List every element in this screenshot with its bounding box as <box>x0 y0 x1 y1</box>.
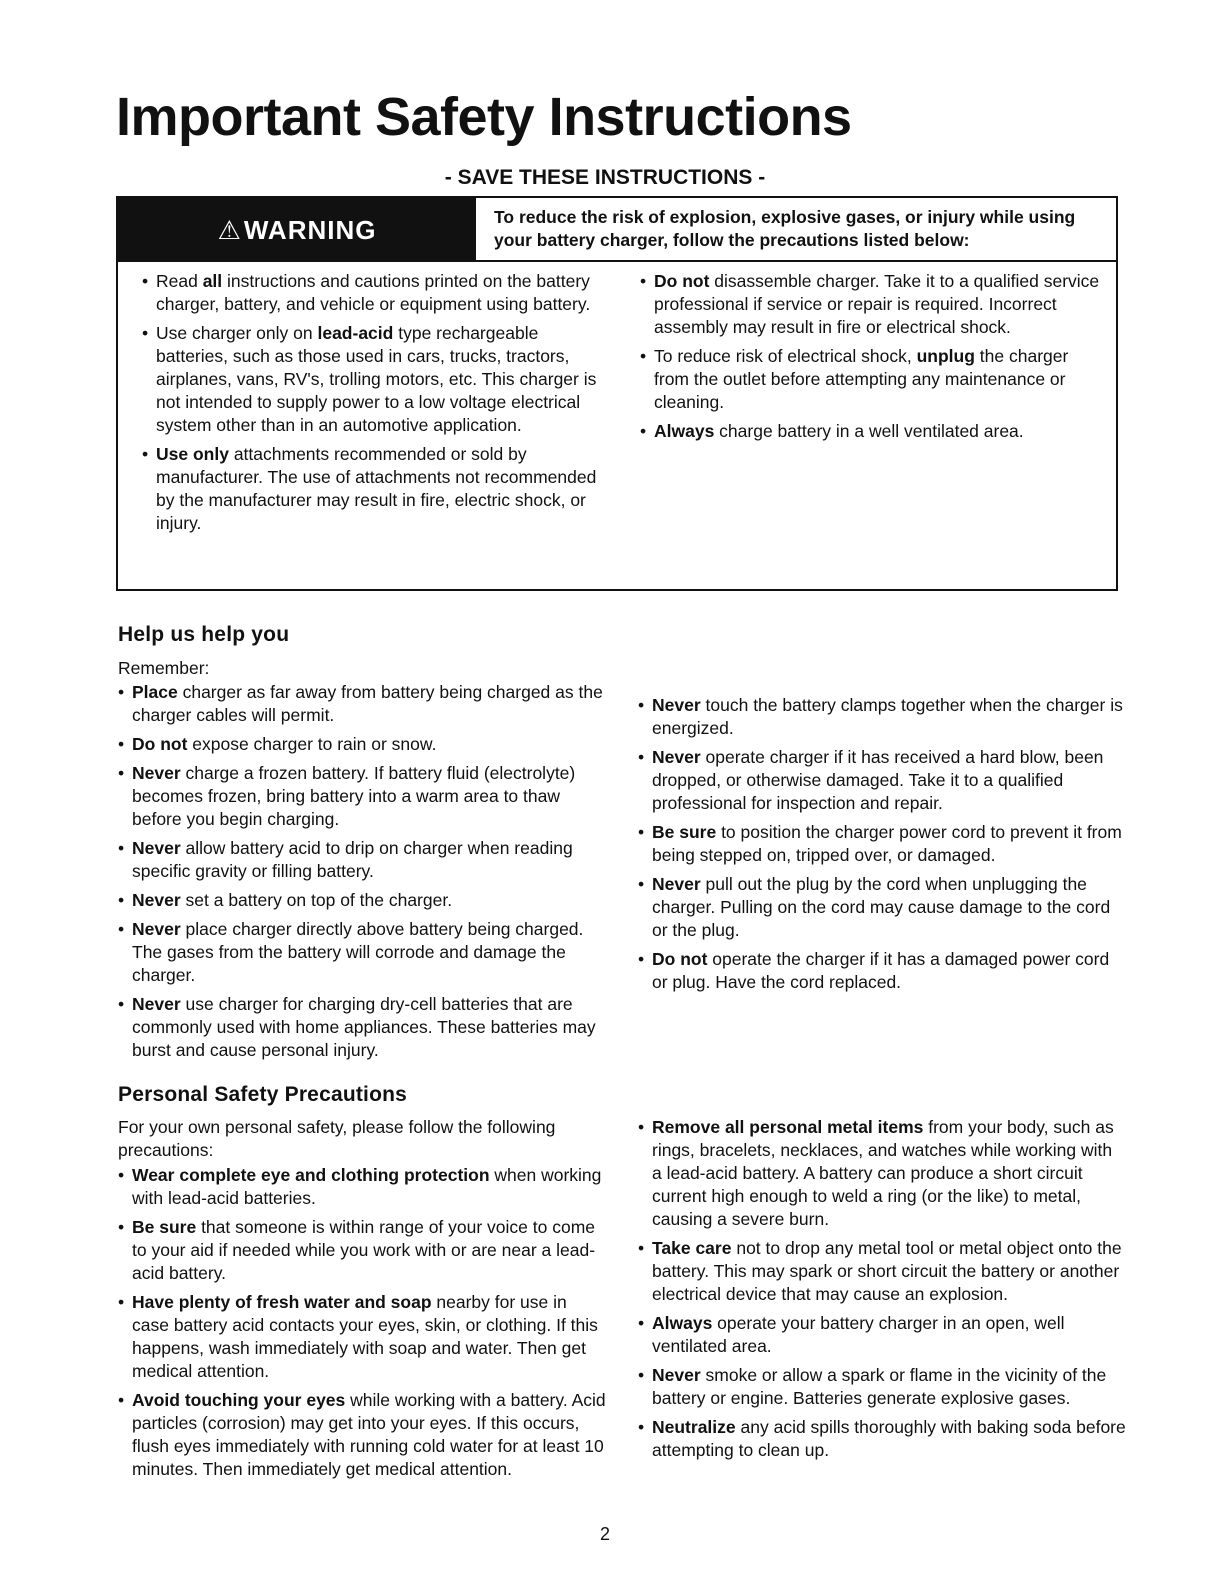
item-text: To reduce risk of electrical shock, <box>654 346 917 366</box>
list-item <box>116 1216 606 1285</box>
item-text: charge battery in a well ventilated area. <box>714 421 1024 441</box>
item-text: Read <box>156 271 203 291</box>
list-item <box>116 918 606 987</box>
page-title: Important Safety Instructions <box>116 87 852 147</box>
item-text: pull out the plug by the cord when unplugging the charger. Pulling on the cord may cause damage to the cord or the plug. <box>652 874 1111 940</box>
item-emphasis: Do not <box>132 734 188 754</box>
help-remember: Remember: <box>118 658 210 678</box>
item-emphasis: Neutralize <box>652 1417 736 1437</box>
warning-intro: To reduce the risk of explosion, explosive gases, or injury while using your battery charger, follow the precautions listed below: <box>494 207 1076 250</box>
list-item <box>140 443 610 535</box>
list-item <box>636 746 1126 815</box>
item-text: operate your battery charger in an open, well ventilated area. <box>652 1313 1065 1356</box>
item-emphasis: Remove all personal metal items <box>652 1117 924 1137</box>
list-item <box>116 889 606 912</box>
warning-left-list <box>140 270 610 535</box>
item-text: to position the charger power cord to prevent it from being stepped on, tripped over, or damaged. <box>652 822 1122 865</box>
list-item <box>116 762 606 831</box>
item-text: the charger from the outlet before attempting any maintenance or cleaning. <box>654 346 1069 412</box>
item-text: Use charger only on <box>156 323 318 343</box>
item-text: nearby for use in case battery acid contacts your eyes, skin, or clothing. If this happens, wash immediately with soap and water. Then get medical attention. <box>132 1292 598 1381</box>
item-emphasis: Never <box>132 919 181 939</box>
item-text: when working with lead-acid batteries. <box>132 1165 602 1208</box>
personal-section-title: Personal Safety Precautions <box>118 1083 408 1106</box>
item-emphasis: Take care <box>652 1238 732 1258</box>
item-text: operate the charger if it has a damaged power cord or plug. Have the cord replaced. <box>652 949 1110 992</box>
item-emphasis: Be sure <box>652 822 717 842</box>
item-text: place charger directly above battery being charged. The gases from the battery will corrode and damage the charger. <box>132 919 584 985</box>
item-emphasis: Avoid touching your eyes <box>132 1390 346 1410</box>
item-emphasis: unplug <box>916 346 975 366</box>
item-emphasis: Never <box>652 695 701 715</box>
help-left-list <box>116 681 606 1062</box>
page-subtitle: - SAVE THESE INSTRUCTIONS - <box>444 166 766 189</box>
item-emphasis: Never <box>132 763 181 783</box>
list-item <box>116 681 606 727</box>
list-item <box>116 1389 606 1481</box>
list-item <box>116 837 606 883</box>
item-text: from your body, such as rings, bracelets, necklaces, and watches while working with a lead-acid battery. A battery can produce a short circuit current high enough to weld a ring (or the like) to metal, causing a severe burn. <box>652 1117 1114 1229</box>
item-emphasis: Always <box>654 421 715 441</box>
item-emphasis: Wear complete eye and clothing protection <box>132 1165 490 1185</box>
list-item <box>636 694 1126 740</box>
page-number: 2 <box>599 1524 610 1544</box>
list-item <box>636 873 1126 942</box>
personal-left-list <box>116 1164 606 1481</box>
warning-triangle-icon: ⚠ <box>217 214 242 245</box>
item-emphasis: Do not <box>654 271 710 291</box>
item-text: that someone is within range of your voice to come to your aid if needed while you work with or are near a lead-acid battery. <box>132 1217 596 1283</box>
item-emphasis: lead-acid <box>317 323 394 343</box>
item-emphasis: Always <box>652 1313 713 1333</box>
item-text: attachments recommended or sold by manufacturer. The use of attachments not recommended by the manufacturer may result in fire, electric shock, or injury. <box>156 444 597 533</box>
list-item <box>116 1291 606 1383</box>
list-item <box>636 1237 1126 1306</box>
warning-divider <box>118 260 1116 262</box>
list-item <box>638 420 1108 443</box>
item-emphasis: Never <box>652 1365 701 1385</box>
list-item <box>636 1116 1126 1231</box>
item-text: operate charger if it has received a hard blow, been dropped, or otherwise damaged. Take it to a qualified professional for inspection and repair. <box>652 747 1104 813</box>
item-text: smoke or allow a spark or flame in the vicinity of the battery or engine. Batteries generate explosive gases. <box>652 1365 1107 1408</box>
list-item <box>116 733 606 756</box>
item-emphasis: Use only <box>156 444 229 464</box>
item-text: use charger for charging dry-cell batteries that are commonly used with home appliances. These batteries may burst and cause personal injury. <box>132 994 596 1060</box>
item-text: any acid spills thoroughly with baking soda before attempting to clean up. <box>652 1417 1126 1460</box>
item-text: not to drop any metal tool or metal object onto the battery. This may spark or short circuit the battery or another electrical device that may cause an explosion. <box>652 1238 1122 1304</box>
list-item <box>638 270 1108 339</box>
personal-intro: For your own personal safety, please follow the following precautions: <box>118 1117 556 1160</box>
warning-header <box>118 198 476 262</box>
warning-label: WARNING <box>243 214 377 245</box>
item-emphasis: Do not <box>652 949 708 969</box>
list-item <box>636 1312 1126 1358</box>
item-text: touch the battery clamps together when the charger is energized. <box>652 695 1123 738</box>
item-text: disassemble charger. Take it to a qualified service professional if service or repair is required. Incorrect assembly may result in fire or electrical shock. <box>654 271 1100 337</box>
help-right-list <box>636 694 1126 994</box>
list-item <box>116 993 606 1062</box>
item-emphasis: Never <box>132 994 181 1014</box>
item-emphasis: Never <box>132 838 181 858</box>
item-emphasis: Never <box>132 890 181 910</box>
item-text: type rechargeable batteries, such as those used in cars, trucks, tractors, airplanes, vans, RV's, trolling motors, etc. This charger is not intended to supply power to a low voltage electrical system other than in an automotive application. <box>156 323 597 435</box>
list-item <box>140 270 610 316</box>
help-section-title: Help us help you <box>118 623 290 646</box>
item-emphasis: Be sure <box>132 1217 197 1237</box>
item-emphasis: all <box>202 271 223 291</box>
warning-box <box>116 196 1118 591</box>
item-emphasis: Never <box>652 747 701 767</box>
list-item <box>116 1164 606 1210</box>
item-text: charge a frozen battery. If battery fluid (electrolyte) becomes frozen, bring battery into a warm area to thaw before you begin charging. <box>132 763 576 829</box>
personal-right-list <box>636 1116 1126 1462</box>
item-text: allow battery acid to drip on charger when reading specific gravity or filling battery. <box>132 838 573 881</box>
warning-right-list <box>638 270 1108 443</box>
item-text: expose charger to rain or snow. <box>187 734 437 754</box>
list-item <box>636 1364 1126 1410</box>
item-text: set a battery on top of the charger. <box>180 890 453 910</box>
list-item <box>140 322 610 437</box>
list-item <box>638 345 1108 414</box>
list-item <box>636 1416 1126 1462</box>
item-text: while working with a battery. Acid particles (corrosion) may get into your eyes. If this occurs, flush eyes immediately with running cold water for at least 10 minutes. Then immediately get medical attention. <box>132 1390 606 1479</box>
list-item <box>636 821 1126 867</box>
item-text: instructions and cautions printed on the battery charger, battery, and vehicle or equipment using battery. <box>156 271 591 314</box>
item-emphasis: Never <box>652 874 701 894</box>
item-emphasis: Place <box>132 682 178 702</box>
list-item <box>636 948 1126 994</box>
item-emphasis: Have plenty of fresh water and soap <box>132 1292 432 1312</box>
item-text: charger as far away from battery being charged as the charger cables will permit. <box>132 682 603 725</box>
